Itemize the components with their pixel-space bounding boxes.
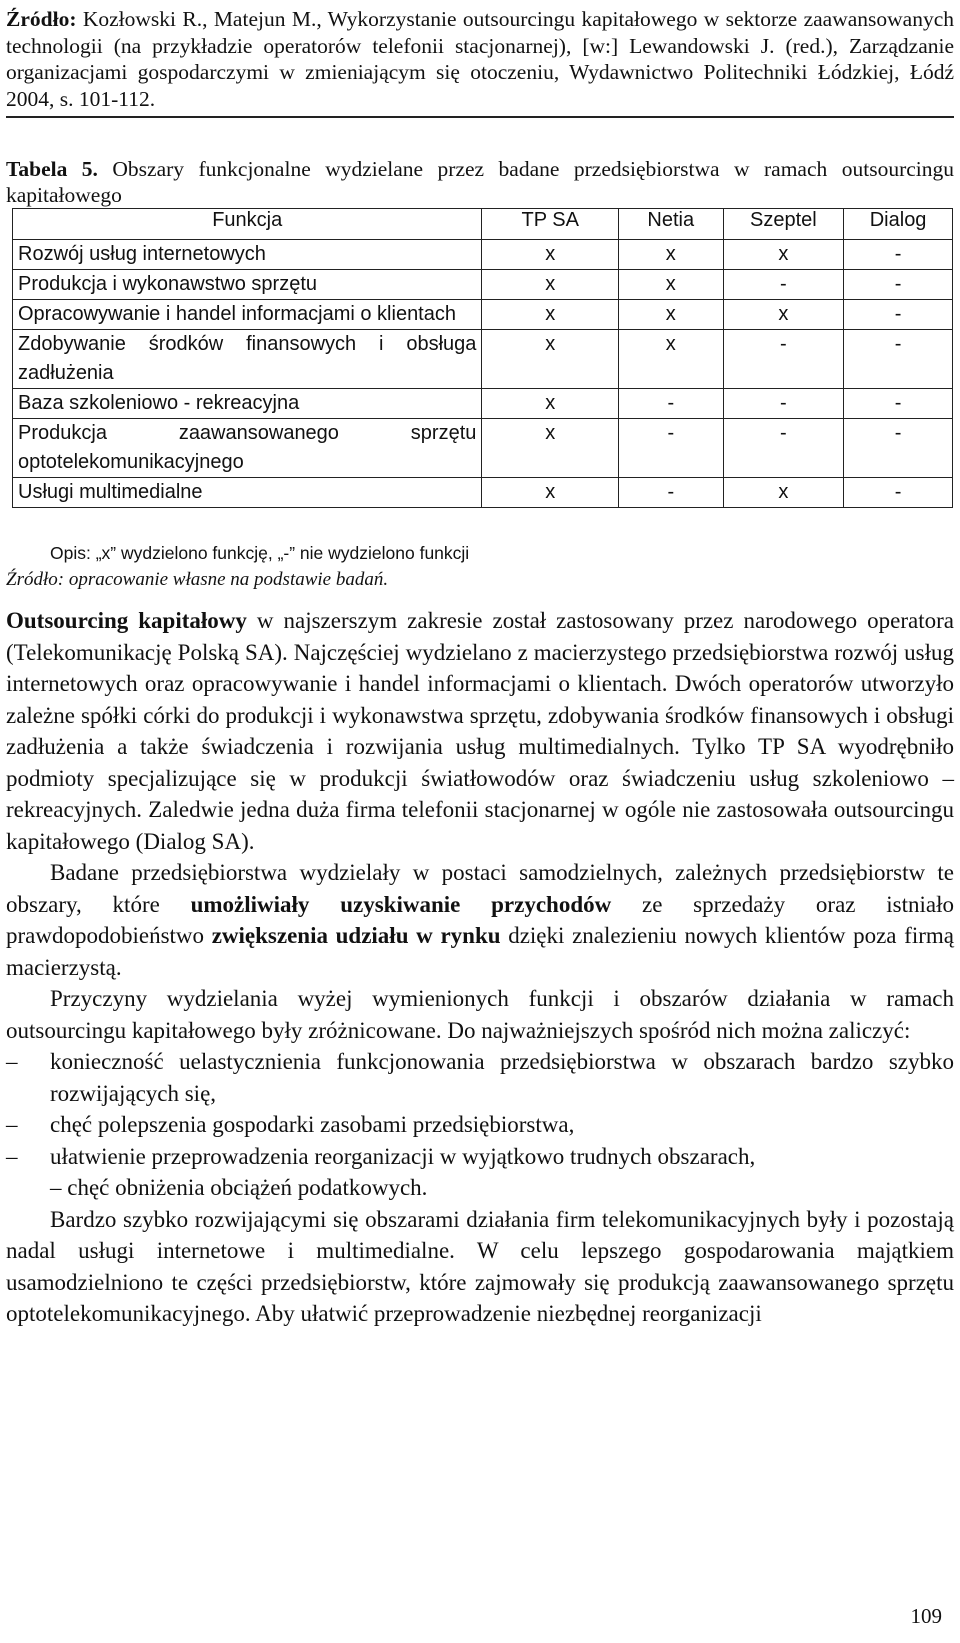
source-note xyxy=(6,6,954,112)
cell-netia: x xyxy=(619,300,723,330)
list-item xyxy=(6,1046,954,1109)
source-note-label: Źródło: xyxy=(6,7,77,31)
table-row xyxy=(13,240,953,270)
list-item xyxy=(6,1141,954,1173)
list-item-text: chęć polepszenia gospodarki zasobami przedsiębiorstwa, xyxy=(50,1112,575,1137)
paragraph-1-bold: Outsourcing kapitałowy xyxy=(6,608,247,633)
table-caption-text: Obszary funkcjonalne wydzielane przez badane przedsiębiorstwa w ramach outsourcingu kapitałowego xyxy=(6,157,954,207)
cell-netia: x xyxy=(619,240,723,270)
paragraph-2-text-a: Badane przedsiębiorstwa wydzielały w postaci samodzielnych, zależnych przedsiębiorstw te obszary, które xyxy=(6,860,954,917)
dash-marker: – xyxy=(6,1049,18,1074)
table-source: Źródło: opracowanie własne na podstawie badań. xyxy=(6,569,389,590)
row-function: Rozwój usług internetowych xyxy=(13,240,482,270)
row-function: Produkcja zaawansowanego sprzętu optotelekomunikacyjnego xyxy=(13,419,482,478)
cell-szeptel: - xyxy=(723,330,844,389)
cell-tp-sa: x xyxy=(482,330,619,389)
cell-tp-sa: x xyxy=(482,389,619,419)
header-szeptel: Szeptel xyxy=(723,209,844,240)
cell-netia: - xyxy=(619,419,723,478)
list-item xyxy=(6,1109,954,1141)
list-item-text: konieczność uelastycznienia funkcjonowania przedsiębiorstwa w obszarach bardzo szybko rozwijających się, xyxy=(50,1049,954,1106)
table-row xyxy=(13,419,953,478)
table-row xyxy=(13,300,953,330)
table-caption xyxy=(6,156,954,208)
dash-marker: – xyxy=(6,1112,18,1137)
paragraph-1 xyxy=(6,605,954,857)
header-netia: Netia xyxy=(619,209,723,240)
paragraph-2-bold-b: zwiększenia udziału w rynku xyxy=(211,923,501,948)
paragraph-2-text-c: dzięki znalezieniu nowych klientów poza firmą macierzystą. xyxy=(6,923,954,980)
table-row xyxy=(13,330,953,389)
row-function: Produkcja i wykonawstwo sprzętu xyxy=(13,270,482,300)
cell-dialog: - xyxy=(844,300,953,330)
paragraph-4: Bardzo szybko rozwijającymi się obszarami działania firm telekomunikacyjnych były i pozostają nadal usługi internetowe i multimedialne. W celu lepszego gospodarowania majątkiem usamodzielniono te części przedsiębiorstw, które zajmowały się produkcją zaawansowanego sprzętu optotelekomunikacyjnego. Aby ułatwić przeprowadzenie niezbędnej reorganizacji xyxy=(6,1206,954,1326)
cell-dialog: - xyxy=(844,240,953,270)
cell-szeptel: - xyxy=(723,270,844,300)
table-header-row xyxy=(13,209,953,240)
table-row xyxy=(13,389,953,419)
cell-tp-sa: x xyxy=(482,478,619,508)
paragraph-3: Przyczyny wydzielania wyżej wymienionych funkcji i obszarów działania w ramach outsourcingu kapitałowego były zróżnicowane. Do najważniejszych spośród nich można zaliczyć: xyxy=(6,986,954,1043)
functions-table xyxy=(12,208,953,508)
dash-marker: – xyxy=(6,1143,18,1169)
body-text xyxy=(6,605,954,1330)
cell-dialog: - xyxy=(844,330,953,389)
cell-netia: x xyxy=(619,330,723,389)
cell-szeptel: - xyxy=(723,389,844,419)
header-funkcja: Funkcja xyxy=(13,209,482,240)
cell-szeptel: - xyxy=(723,419,844,478)
cell-tp-sa: x xyxy=(482,419,619,478)
header-dialog: Dialog xyxy=(844,209,953,240)
separator-rule xyxy=(6,116,954,118)
cell-tp-sa: x xyxy=(482,300,619,330)
paragraph-2-bold-a: umożliwiały uzyskiwanie przychodów xyxy=(190,891,612,917)
cell-szeptel: x xyxy=(723,240,844,270)
cell-dialog: - xyxy=(844,389,953,419)
table-row xyxy=(13,270,953,300)
cell-szeptel: x xyxy=(723,300,844,330)
list-item-text: ułatwienie przeprowadzenia reorganizacji w wyjątkowo trudnych obszarach, xyxy=(50,1143,756,1169)
cell-tp-sa: x xyxy=(482,270,619,300)
row-function: Opracowywanie i handel informacjami o klientach xyxy=(13,300,482,330)
cell-netia: - xyxy=(619,389,723,419)
cell-tp-sa: x xyxy=(482,240,619,270)
cell-dialog: - xyxy=(844,478,953,508)
paragraph-2 xyxy=(6,857,954,983)
table-caption-label: Tabela 5. xyxy=(6,157,98,181)
cell-dialog: - xyxy=(844,419,953,478)
row-function: Baza szkoleniowo - rekreacyjna xyxy=(13,389,482,419)
header-tp-sa: TP SA xyxy=(482,209,619,240)
table-legend: Opis: „x” wydzielono funkcję, „-” nie wydzielono funkcji xyxy=(50,543,470,563)
cell-netia: x xyxy=(619,270,723,300)
paragraph-1-text: w najszerszym zakresie został zastosowany przez narodowego operatora (Telekomunikację Polską SA). Najczęściej wydzielano z macierzystego przedsiębiorstwa rozwój usług internetowych oraz opracowywanie i handel informacjami o klientach. Dwóch operatorów utworzyło zależne spółki córki do produkcji i wykonawstwa sprzętu, zdobywania środków finansowych i obsługi zadłużenia a także świadczenia i rozwijania usług multimedialnych. Tylko TP SA wyodrębniło podmioty specjalizujące się w produkcji światłowodów oraz świadczeniu usług szkoleniowo – rekreacyjnych. Zaledwie jedna duża firma telefonii stacjonarnej w ogóle nie zastosowała outsourcingu kapitałowego (Dialog SA). xyxy=(6,608,954,854)
cell-dialog: - xyxy=(844,270,953,300)
row-function: Zdobywanie środków finansowych i obsługa zadłużenia xyxy=(13,330,482,389)
source-note-text: Kozłowski R., Matejun M., Wykorzystanie outsourcingu kapitałowego w sektorze zaawansowanych technologii (na przykładzie operatorów telefonii stacjonarnej), [w:] Lewandowski J. (red.), Zarządzanie organizacjami gospodarczymi w zmieniającym się otoczeniu, Wydawnictwo Politechniki Łódzkiej, Łódź 2004, s. 101-112. xyxy=(6,7,954,111)
cell-netia: - xyxy=(619,478,723,508)
row-function: Usługi multimedialne xyxy=(13,478,482,508)
paragraph-2-text-b: ze sprzedaży oraz istniało prawdopodobieństwo xyxy=(6,891,954,948)
list-item-last: – chęć obniżenia obciążeń podatkowych. xyxy=(50,1175,428,1200)
cell-szeptel: x xyxy=(723,478,844,508)
page-number: 109 xyxy=(910,1604,942,1628)
table-row xyxy=(13,478,953,508)
